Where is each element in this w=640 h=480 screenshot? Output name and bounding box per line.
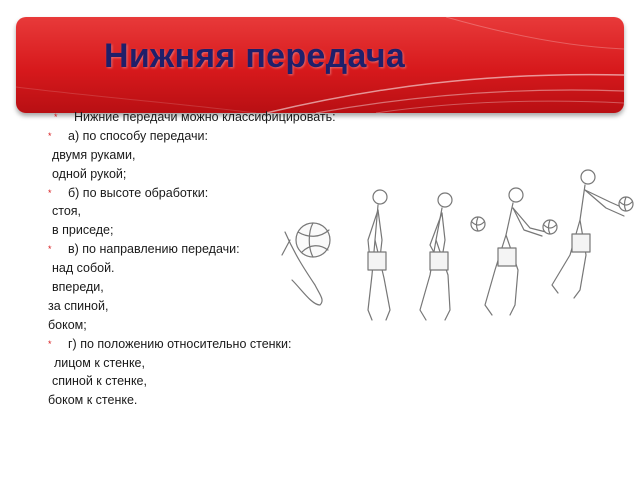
line-text: б) по высоте обработки: bbox=[68, 185, 209, 200]
line-text: стоя, bbox=[52, 204, 82, 219]
player-figure-2 bbox=[420, 193, 452, 320]
line-text: боком к стенке. bbox=[48, 393, 138, 408]
bullet-marker-icon: * bbox=[48, 338, 52, 349]
sub-item-line bbox=[48, 391, 388, 410]
line-text: Нижние передачи можно классифицировать: bbox=[74, 110, 336, 124]
slide-title: Нижняя передача bbox=[104, 37, 406, 75]
line-text: впереди, bbox=[52, 280, 104, 295]
player-figure-4 bbox=[552, 170, 628, 298]
line-text: одной рукой; bbox=[52, 166, 127, 181]
line-text: в) по направлению передачи: bbox=[68, 242, 240, 257]
ball-2 bbox=[471, 217, 485, 231]
hand-with-ball-figure bbox=[282, 223, 330, 305]
player-figure-3 bbox=[485, 188, 546, 315]
line-text: а) по способу передачи: bbox=[68, 128, 208, 143]
bullet-marker-icon: * bbox=[48, 244, 52, 255]
ball-4 bbox=[619, 197, 633, 211]
player-figure-1 bbox=[368, 190, 390, 320]
bullet-line bbox=[48, 127, 388, 146]
bullet-line bbox=[48, 335, 388, 354]
line-text: г) по положению относительно стенки: bbox=[68, 336, 292, 351]
bullet-marker-icon: * bbox=[48, 187, 52, 198]
line-text: лицом к стенке, bbox=[54, 355, 145, 370]
ball-3 bbox=[543, 220, 557, 234]
line-text: двумя руками, bbox=[52, 147, 136, 162]
underhand-pass-sequence-illustration bbox=[280, 160, 636, 335]
line-text: боком; bbox=[48, 317, 87, 332]
line-text: за спиной, bbox=[48, 298, 109, 313]
sub-item-line bbox=[48, 372, 388, 391]
sub-item-line bbox=[48, 354, 388, 373]
bullet-line bbox=[48, 108, 388, 127]
line-text: над собой. bbox=[52, 261, 115, 276]
bullet-marker-icon: * bbox=[54, 112, 58, 122]
bullet-marker-icon: * bbox=[48, 130, 52, 141]
line-text: спиной к стенке, bbox=[52, 374, 147, 389]
line-text: в приседе; bbox=[52, 223, 114, 238]
